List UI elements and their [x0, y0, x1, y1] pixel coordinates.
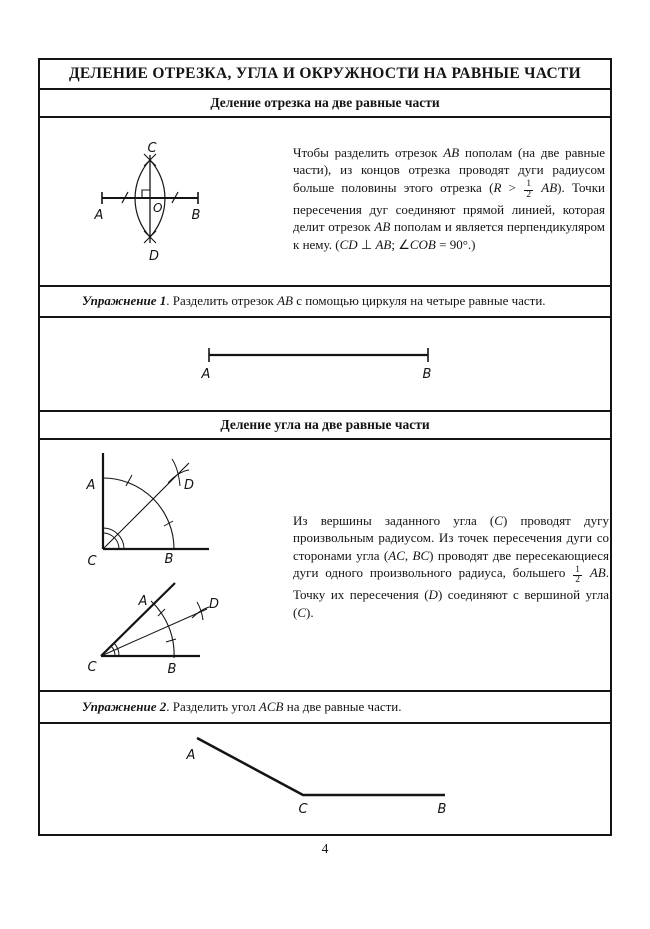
figure-segment-bisection: [80, 135, 260, 270]
section1-instruction-text: Чтобы разделить отрезок AB пополам (на две равные части), из концов отрезка проводят дуги радиусом больше половины этого отрезка (R > $\frac{1}{2}$ AB). Точки пересечения дуг соединяют прямой линией, которая делит отрезок AB пополам и является перпендикуляром к нему. (CD ⊥ AB; ∠COB = 90°.): [293, 145, 605, 252]
row-divider: [40, 316, 610, 318]
worksheet-table: [38, 58, 612, 836]
label-a: A: [201, 367, 211, 382]
exercise-1-segment-drawing: [195, 340, 445, 385]
exercise-2-angle-drawing: [165, 722, 465, 827]
label-b: B: [191, 208, 201, 223]
page-title: ДЕЛЕНИЕ ОТРЕЗКА, УГЛА И ОКРУЖНОСТИ НА РАВНЫЕ ЧАСТИ: [68, 65, 582, 82]
label-a: A: [138, 594, 148, 609]
section2-subtitle: Деление угла на две равные части: [220, 416, 430, 432]
label-c: C: [87, 660, 97, 675]
equal-tick-lower: [166, 639, 176, 642]
exercise-2-text: Упражнение 2. Разделить угол ACB на две равные части.: [82, 699, 402, 714]
exercise-1-text: Упражнение 1. Разделить отрезок AB с помощью циркуля на четыре равные части.: [82, 293, 546, 308]
label-c: C: [298, 802, 308, 817]
label-d: D: [148, 249, 160, 264]
section1-subtitle: Деление отрезка на две равные части: [210, 95, 440, 110]
angle-acb-lines: [197, 738, 445, 795]
figure-acute-angle-bisection: [75, 580, 245, 690]
figure-right-angle-bisection: [75, 445, 215, 570]
equal-tick-upper: [126, 475, 132, 486]
page-number: 4: [321, 841, 329, 856]
compass-arc: [151, 601, 174, 658]
label-a: A: [94, 208, 104, 223]
bisector-cd: [101, 609, 207, 656]
label-b: B: [437, 802, 447, 817]
label-c: C: [87, 554, 97, 569]
label-c: C: [147, 141, 157, 156]
label-o: O: [153, 201, 163, 215]
row-divider: [40, 116, 610, 118]
label-b: B: [164, 552, 174, 567]
label-a: A: [186, 748, 196, 763]
label-b: B: [422, 367, 432, 382]
right-angle-mark: [142, 190, 150, 198]
label-d: D: [183, 478, 195, 493]
label-a: A: [86, 478, 96, 493]
label-d: D: [208, 597, 220, 612]
row-divider: [40, 438, 610, 440]
section2-instruction-text: Из вершины заданного угла (C) проводят дугу произвольным радиусом. Из точек пересечения дуги со сторонами угла (AC, BC) проводят две пересекающиеся дуги одного произвольного радиуса, большего $\frac{1}{2}$ AB. Точку их пересечения (D) соединяют с вершиной угла (C).: [293, 513, 610, 620]
label-b: B: [167, 662, 177, 677]
